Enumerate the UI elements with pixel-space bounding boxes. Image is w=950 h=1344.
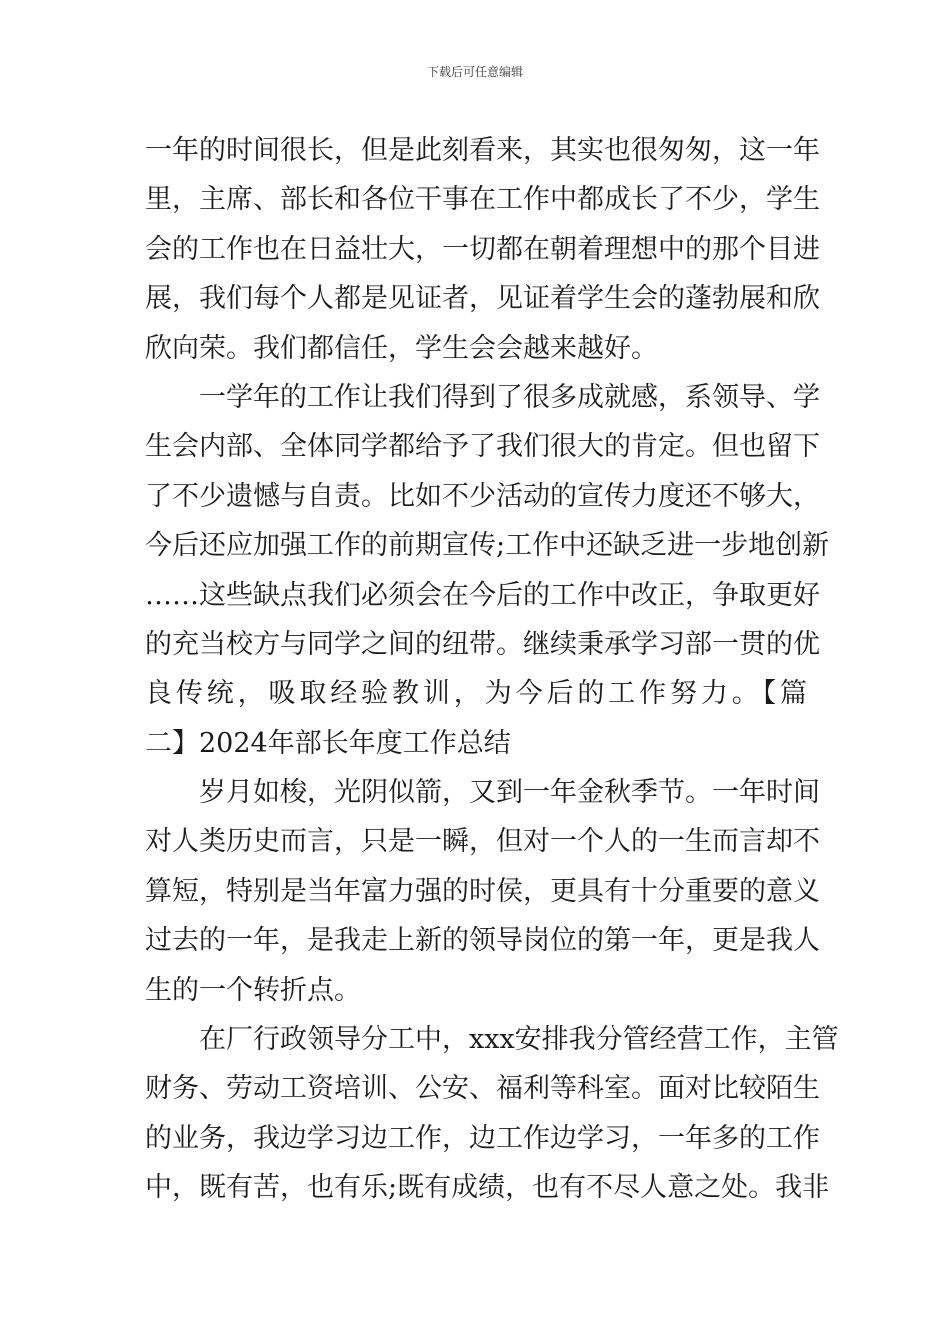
text-line: 里，主席、部长和各位干事在工作中都成长了不少，学生 bbox=[145, 184, 820, 216]
page-header: 下载后可任意编辑 bbox=[426, 65, 523, 79]
text-line: 今后还应加强工作的前期宣传;工作中还缺乏进一步地创新 bbox=[145, 530, 830, 562]
text-line: 算短，特别是当年富力强的时侯，更具有十分重要的意义 bbox=[145, 875, 820, 907]
text-line: 生的一个转折点。 bbox=[145, 974, 361, 1006]
text-line: 了不少遗憾与自责。比如不少活动的宣传力度还不够大， bbox=[145, 480, 820, 512]
text-line: 中，既有苦，也有乐;既有成绩，也有不尽人意之处。我非 bbox=[145, 1172, 830, 1204]
text-line: 的充当校方与同学之间的纽带。继续秉承学习部一贯的优 bbox=[145, 628, 820, 660]
document-body bbox=[145, 126, 839, 1213]
text-line: 良传统，吸取经验教训，为今后的工作努力。【篇 bbox=[145, 678, 807, 710]
text-line: 欣向荣。我们都信任，学生会会越来越好。 bbox=[145, 332, 658, 364]
text-line: 一年的时间很长，但是此刻看来，其实也很匆匆，这一年 bbox=[145, 135, 820, 166]
paragraph bbox=[145, 768, 820, 1015]
text-line: 财务、劳动工资培训、公安、福利等科室。面对比较陌生 bbox=[145, 1073, 820, 1105]
text-line: 过去的一年，是我走上新的领导岗位的第一年，更是我人 bbox=[145, 925, 820, 957]
text-line: ……这些缺点我们必须会在今后的工作中改正，争取更好 bbox=[145, 579, 820, 611]
paragraph bbox=[145, 373, 830, 768]
text-line: 在厂行政领导分工中，xxx安排我分管经营工作，主管 bbox=[199, 1024, 839, 1056]
text-line: 生会内部、全体同学都给予了我们很大的肯定。但也留下 bbox=[145, 431, 820, 463]
paragraph bbox=[145, 126, 820, 373]
text-line: 对人类历史而言，只是一瞬，但对一个人的一生而言却不 bbox=[145, 826, 820, 858]
text-line: 展，我们每个人都是见证者，见证着学生会的蓬勃展和欣 bbox=[145, 283, 820, 315]
section-heading: 二】2024年部长年度工作总结 bbox=[145, 727, 511, 759]
text-line: 会的工作也在日益壮大，一切都在朝着理想中的那个目进 bbox=[145, 233, 820, 265]
text-line: 岁月如梭，光阴似箭，又到一年金秋季节。一年时间 bbox=[199, 777, 820, 809]
text-line: 的业务，我边学习边工作，边工作边学习，一年多的工作 bbox=[145, 1122, 820, 1154]
paragraph bbox=[145, 1015, 839, 1213]
text-line: 一学年的工作让我们得到了很多成就感，系领导、学 bbox=[199, 381, 820, 413]
